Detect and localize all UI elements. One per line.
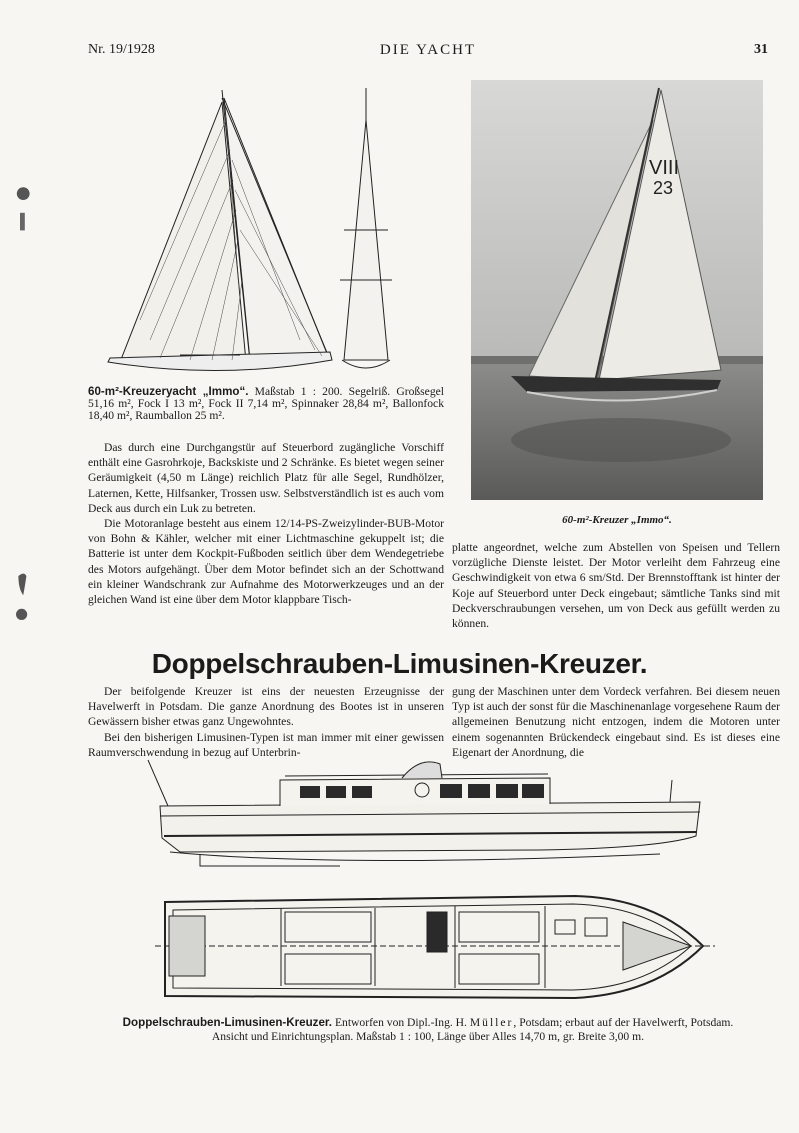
sailing-yacht-photo	[471, 80, 763, 500]
boat-caption-line2: Ansicht und Einrichtungsplan. Maßstab 1 : 100, Länge über Alles 14,70 m, gr. Breite 3,00 m.	[211, 1029, 645, 1043]
article2-paragraph: Der beifolgende Kreuzer ist eins der neuesten Erzeugnisse der Havelwerft in Potsdam. Die ganze Anordnung des Bootes ist in unseren Gewässern bisher etwas ganz Ungewohntes.	[88, 685, 444, 729]
boat-caption-title: Doppelschrauben-Limusinen-Kreuzer.	[122, 1016, 333, 1029]
boat-profile-drawing	[140, 758, 710, 878]
page-number: 31	[754, 42, 768, 57]
page-header	[88, 42, 768, 64]
article1-paragraph: Das durch eine Durchgangstür auf Steuerbord zugängliche Vorschiff enthält eine Gasrohrkoje, Backskiste und 2 Schränke. Es bietet wegen seiner Geräumigkeit (4,50 m Länge) reichlich Platz für alle Segel, Rundhölzer, Laternen, Kette, Hilfsanker, Trossen usw. Selbstverständlich ist es auch vom Deck aus durch ein Luk zu betreten.	[88, 441, 444, 515]
sail-number-bottom: 23	[653, 178, 674, 198]
article1-paragraph: Die Motoranlage besteht aus einem 12/14-PS-Zweizylinder-BUB-Motor von Bohn & Kähler, welcher mit einer Lichtmaschine gekuppelt ist; die Batterie ist unter dem Kockpit-Fußboden seitlich über dem Wendegetriebe des Motors aufgehängt. Über dem Motor befindet sich an der Schottwand ein kleiner Wandschrank zur Aufnahme des Motorwerkzeuges und an der gleichen Wand ist eine über dem Motor klappbare Tisch-	[88, 517, 444, 607]
article2-paragraph: Bei den bisherigen Limusinen-Typen ist man immer mit einer gewissen Raumverschwendung in bezug auf Unterbrin-	[88, 730, 444, 759]
sail-plan-caption	[88, 386, 444, 422]
sail-number-top: VIII	[649, 157, 680, 179]
magazine-title: DIE YACHT	[379, 42, 477, 58]
article2-continuation: gung der Maschinen unter dem Vordeck verfahren. Bei diesem neuen Typ ist auch der sonst für die Maschinenanlage vorgesehene Raum der allgemeinen Benutzung nicht entzogen, indem die Motoren unter einem sogenannten Brückendeck eingebaut sind. Es ist dieses eine Eigenart der Anordnung, die	[452, 685, 780, 759]
article2-right-column	[452, 684, 780, 760]
article1-left-column	[88, 440, 444, 607]
boat-caption-part2: , Potsdam; erbaut auf der Havelwerft, Potsdam.	[513, 1016, 734, 1029]
binding-holes	[12, 120, 36, 680]
boat-layout-plan	[155, 890, 715, 1010]
photo-illustration	[471, 80, 763, 500]
article1-right-column	[452, 540, 780, 631]
sail-plan-drawing	[100, 80, 400, 380]
designer-surname: Müller	[469, 1016, 514, 1029]
article2-title: Doppelschrauben-Limusinen-Kreuzer.	[151, 648, 648, 679]
sail-plan-caption-title: 60-m²-Kreuzeryacht „Immo“.	[88, 385, 249, 398]
article2-left-column	[88, 684, 444, 760]
article1-continuation: platte angeordnet, welche zum Abstellen von Speisen und Tellern vorzügliche Dienste leistet. Der Motor verleiht dem Fahrzeug eine Geschwindigkeit von etwa 6 sm/Std. Der Brennstofftank ist hinter der Koje auf Steuerbord unter Deck eingebaut; sämtliche Tanks sind mit Deckverschraubungen versehen, um von Deck aus gefüllt werden zu können.	[452, 541, 780, 631]
sail-plan-caption-text: Maßstab 1 : 200. Segelriß. Großsegel 51,16 m², Fock I 13 m², Fock II 7,14 m², Spinnaker 28,84 m², Ballonfock 18,40 m², Raumballon 25 m².	[88, 385, 444, 422]
issue-number: Nr. 19/1928	[88, 42, 155, 57]
photo-caption: 60-m²-Kreuzer „Immo“.	[562, 514, 672, 526]
boat-drawing-caption	[88, 1016, 768, 1043]
boat-caption-part1: Entworfen von Dipl.-Ing. H.	[334, 1016, 467, 1029]
